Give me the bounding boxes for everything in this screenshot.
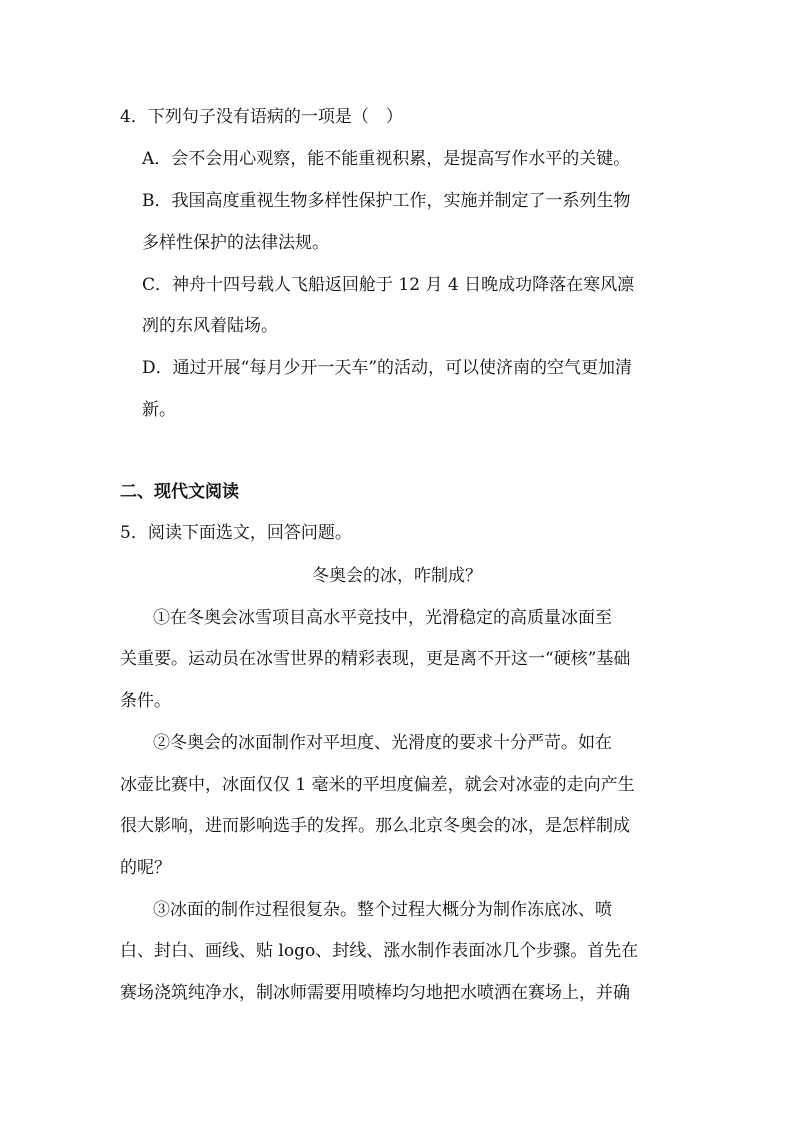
question-4-stem: 4．下列句子没有语病的一项是（ ） <box>120 107 403 127</box>
article-title: 冬奥会的冰，咋制成？ <box>312 566 482 586</box>
question-4-option-b-line-2: 多样性保护的法律法规。 <box>142 233 329 253</box>
question-4-option-b-line-1: B．我国高度重视生物多样性保护工作，实施并制定了一系列生物 <box>142 191 631 211</box>
article-line: 白、封白、画线、贴 logo、封线、涨水制作表面冰几个步骤。首先在 <box>120 941 639 961</box>
question-4-option-d-line-2: 新。 <box>142 400 176 420</box>
article-line: ③冰面的制作过程很复杂。整个过程大概分为制作冻底冰、喷 <box>153 900 612 920</box>
article-line: 很大影响，进而影响选手的发挥。那么北京冬奥会的冰，是怎样制成 <box>120 816 630 836</box>
question-4-option-d-line-1: D．通过开展“每月少开一天车”的活动，可以使济南的空气更加清 <box>142 358 633 378</box>
section-heading: 二、现代文阅读 <box>120 482 239 502</box>
article-line: ①在冬奥会冰雪项目高水平竞技中，光滑稳定的高质量冰面至 <box>153 608 612 628</box>
question-4-option-c-line-2: 冽的东风着陆场。 <box>142 316 278 336</box>
article-line: 冰壶比赛中，冰面仅仅 1 毫米的平坦度偏差，就会对冰壶的走向产生 <box>120 775 635 795</box>
question-4-option-c-line-1: C．神舟十四号载人飞船返回舱于 12 月 4 日晚成功降落在寒风凛 <box>142 275 635 295</box>
article-line: 条件。 <box>120 691 171 711</box>
article-line: 赛场浇筑纯净水，制冰师需要用喷棒均匀地把水喷洒在赛场上，并确 <box>120 983 630 1003</box>
article-line: 的呢？ <box>120 858 171 878</box>
article-line: ②冬奥会的冰面制作对平坦度、光滑度的要求十分严苛。如在 <box>153 733 612 753</box>
question-5-prompt: 5．阅读下面选文，回答问题。 <box>120 523 352 543</box>
question-4-option-a: A．会不会用心观察，能不能重视积累，是提高写作水平的关键。 <box>142 149 631 169</box>
article-line: 关重要。运动员在冰雪世界的精彩表现，更是离不开这一“硬核”基础 <box>120 649 631 669</box>
